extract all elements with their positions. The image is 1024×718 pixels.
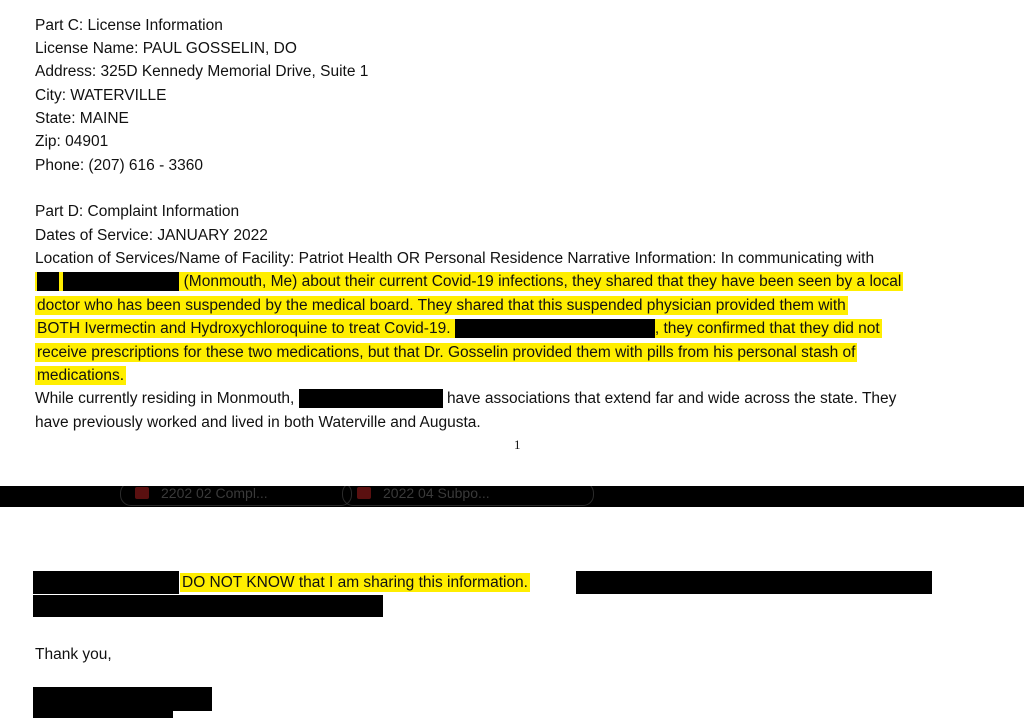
thank-you: Thank you, bbox=[35, 646, 112, 663]
narrative-text: BOTH Ivermectin and Hydroxychloroquine to treat Covid-19. bbox=[37, 320, 451, 337]
page-number: 1 bbox=[514, 437, 521, 452]
narrative-line-1 bbox=[35, 270, 903, 293]
highlight-segment bbox=[35, 319, 882, 338]
redaction-box bbox=[576, 571, 932, 594]
part-c-heading: Part C: License Information bbox=[35, 17, 223, 34]
narrative-text: receive prescriptions for these two medications, but that Dr. Gosselin provided them with pills from his personal stash of bbox=[37, 344, 856, 361]
location-narrative: Location of Services/Name of Facility: Patriot Health OR Personal Residence Narrative Information: In communicating with bbox=[35, 250, 875, 267]
narrative-text: While currently residing in Monmouth, bbox=[35, 390, 295, 407]
highlighted-text: DO NOT KNOW that I am sharing this information. bbox=[182, 574, 528, 591]
background-attachment-tab bbox=[120, 486, 352, 506]
redaction-box bbox=[37, 272, 59, 291]
dates-of-service: Dates of Service: JANUARY 2022 bbox=[35, 227, 268, 244]
part-d-heading: Part D: Complaint Information bbox=[35, 203, 240, 220]
redaction-box bbox=[33, 595, 383, 617]
redaction-box bbox=[63, 272, 179, 291]
pdf-file-icon bbox=[357, 487, 371, 499]
highlight-segment bbox=[35, 272, 903, 291]
redaction-box bbox=[33, 571, 179, 594]
signature-redaction bbox=[33, 710, 173, 718]
zip: Zip: 04901 bbox=[35, 133, 109, 150]
phone: Phone: (207) 616 - 3360 bbox=[35, 157, 204, 174]
narrative-text: , they confirmed that they did not bbox=[654, 320, 880, 337]
background-attachment-tab bbox=[342, 486, 594, 506]
narrative-line-3 bbox=[35, 317, 882, 340]
redaction-box bbox=[455, 319, 655, 338]
redaction-box bbox=[299, 389, 443, 408]
attachment-label: 2202 02 Compl... bbox=[161, 486, 268, 501]
do-not-know-line bbox=[180, 571, 530, 594]
narrative-text: medications. bbox=[37, 367, 125, 384]
narrative-line-4 bbox=[35, 341, 857, 364]
narrative-line-6 bbox=[35, 387, 896, 410]
narrative-line-5 bbox=[35, 364, 126, 387]
address: Address: 325D Kennedy Memorial Drive, Suite 1 bbox=[35, 63, 369, 80]
narrative-text: have associations that extend far and wide across the state. They bbox=[446, 390, 897, 407]
signature-redaction bbox=[33, 687, 212, 711]
city: City: WATERVILLE bbox=[35, 87, 167, 104]
page-separator-band bbox=[0, 486, 1024, 507]
narrative-line-2 bbox=[35, 294, 848, 317]
attachment-label: 2022 04 Subpo... bbox=[383, 486, 490, 501]
license-name: License Name: PAUL GOSSELIN, DO bbox=[35, 40, 297, 57]
narrative-line-7: have previously worked and lived in both Waterville and Augusta. bbox=[35, 414, 481, 431]
pdf-file-icon bbox=[135, 487, 149, 499]
state: State: MAINE bbox=[35, 110, 129, 127]
narrative-text: (Monmouth, Me) about their current Covid-19 infections, they shared that they have been seen by a local bbox=[183, 273, 902, 290]
narrative-text: doctor who has been suspended by the medical board. They shared that this suspended physician provided them with bbox=[37, 297, 846, 314]
